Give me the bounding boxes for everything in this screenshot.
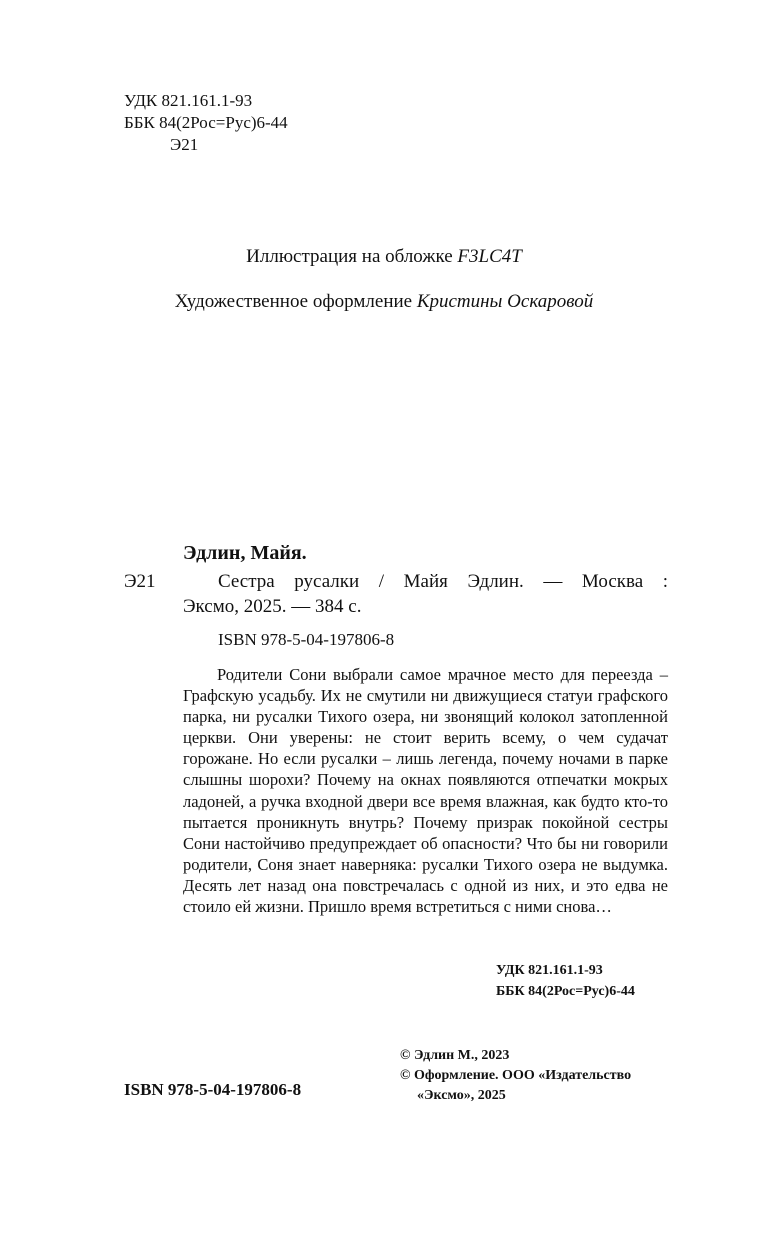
index-code: Э21	[124, 571, 156, 592]
annotation-text: Родители Сони выбрали самое мрачное место для переезда – Графскую усадьбу. Их не смутили ни движущиеся статуи графского парка, ни русалки Тихого озера, ни звонящий колокол затопленной церкви. Они уверены: не стоит верить всему, о чем судачат горожане. Но если русалки – лишь легенда, почему ночами в парке слышны шорохи? Почему на окнах появляются отпечатки мокрых ладоней, а ручка входной двери все время влажная, как будто кто-то пытается проникнуть внутрь? Почему призрак покойной сестры Сони настойчиво предупреждает об опасности? Что бы ни говорили родители, Соня знает наверняка: русалки Тихого озера не выдумка. Десять лет назад она повстречалась с одной из них, и это едва не стоило ей жизни. Пришло время встретиться с ними снова…	[183, 665, 668, 917]
copyright-author: © Эдлин М., 2023	[400, 1048, 510, 1063]
author-mark: Э21	[170, 135, 199, 154]
title-line-1: Сестра русалки / Майя Эдлин. — Москва :	[218, 571, 668, 592]
illustration-credit	[0, 246, 768, 268]
bottom-bbk: ББК 84(2Рос=Рус)6-44	[496, 984, 635, 999]
bbk-code: ББК 84(2Рос=Рус)6-44	[124, 113, 288, 132]
author-heading: Эдлин, Майя.	[183, 542, 307, 564]
classification-codes	[124, 90, 288, 156]
bottom-udk: УДК 821.161.1-93	[496, 963, 603, 978]
illustrator-name: F3LC4T	[457, 246, 522, 267]
title-line-2: Эксмо, 2025. — 384 с.	[183, 596, 362, 617]
design-label: Художественное оформление	[174, 291, 413, 312]
bottom-classification	[496, 960, 635, 1002]
copyright-design: © Оформление. ООО «Издательство	[400, 1068, 632, 1083]
illustration-label: Иллюстрация на обложке	[246, 246, 453, 267]
designer-name: Кристины Оскаровой	[416, 291, 594, 312]
isbn-bottom: ISBN 978-5-04-197806-8	[124, 1080, 302, 1099]
udk-code: УДК 821.161.1-93	[124, 91, 253, 110]
copyright-design-cont: «Эксмо», 2025	[417, 1088, 506, 1103]
copyright-block	[400, 1046, 631, 1106]
isbn-record: ISBN 978-5-04-197806-8	[218, 630, 395, 649]
design-credit	[0, 291, 768, 313]
